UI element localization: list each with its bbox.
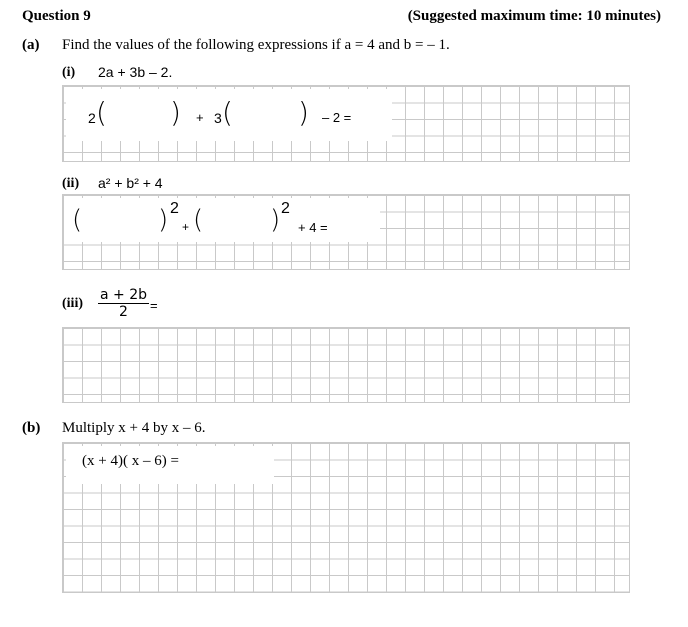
part-a-ii-label: (ii) [62,176,80,191]
work-paren-open-3: ( [72,205,83,235]
part-a-i-label: (i) [62,65,76,80]
work-paren-close-1: ) [170,96,181,129]
part-a-instruction: Find the values of the following expressions if a = 4 and b = – 1. [62,37,450,53]
work-paren-open-2: ( [222,96,233,129]
part-b-instruction: Multiply x + 4 by x – 6. [62,420,206,436]
work-coef-2: 3 [214,110,222,126]
work-exponent-1: 2 [170,200,179,217]
part-b-work: (x + 4)( x – 6) = [82,453,179,469]
work-coef-1: 2 [88,110,96,126]
fraction-equals: = [150,298,158,313]
work-exponent-2: 2 [281,200,290,217]
work-paren-close-4: ) [270,205,281,235]
part-a-i-expression: 2a + 3b – 2. [98,64,173,80]
part-a-ii-expression: a² + b² + 4 [98,175,163,191]
work-plus-2: + [182,220,190,234]
question-title: Question 9 [22,8,91,24]
fraction-denominator: 2 [119,304,128,320]
work-minus-two: – 2 = [322,110,352,125]
work-area-a-ii [64,198,380,242]
suggested-time: (Suggested maximum time: 10 minutes) [407,8,661,24]
answer-grid-a-iii[interactable] [62,327,630,403]
work-paren-close-2: ) [298,96,309,129]
work-paren-close-3: ) [158,205,169,235]
part-b-label: (b) [22,420,41,436]
work-paren-open-4: ( [193,205,204,235]
fraction [98,287,149,320]
work-paren-open-1: ( [96,96,107,129]
work-plus-four: + 4 = [298,220,328,235]
fraction-numerator: a + 2b [100,287,148,303]
part-a-iii-label: (iii) [62,296,83,311]
part-a-label: (a) [22,37,40,53]
work-plus-1: + [196,110,204,125]
